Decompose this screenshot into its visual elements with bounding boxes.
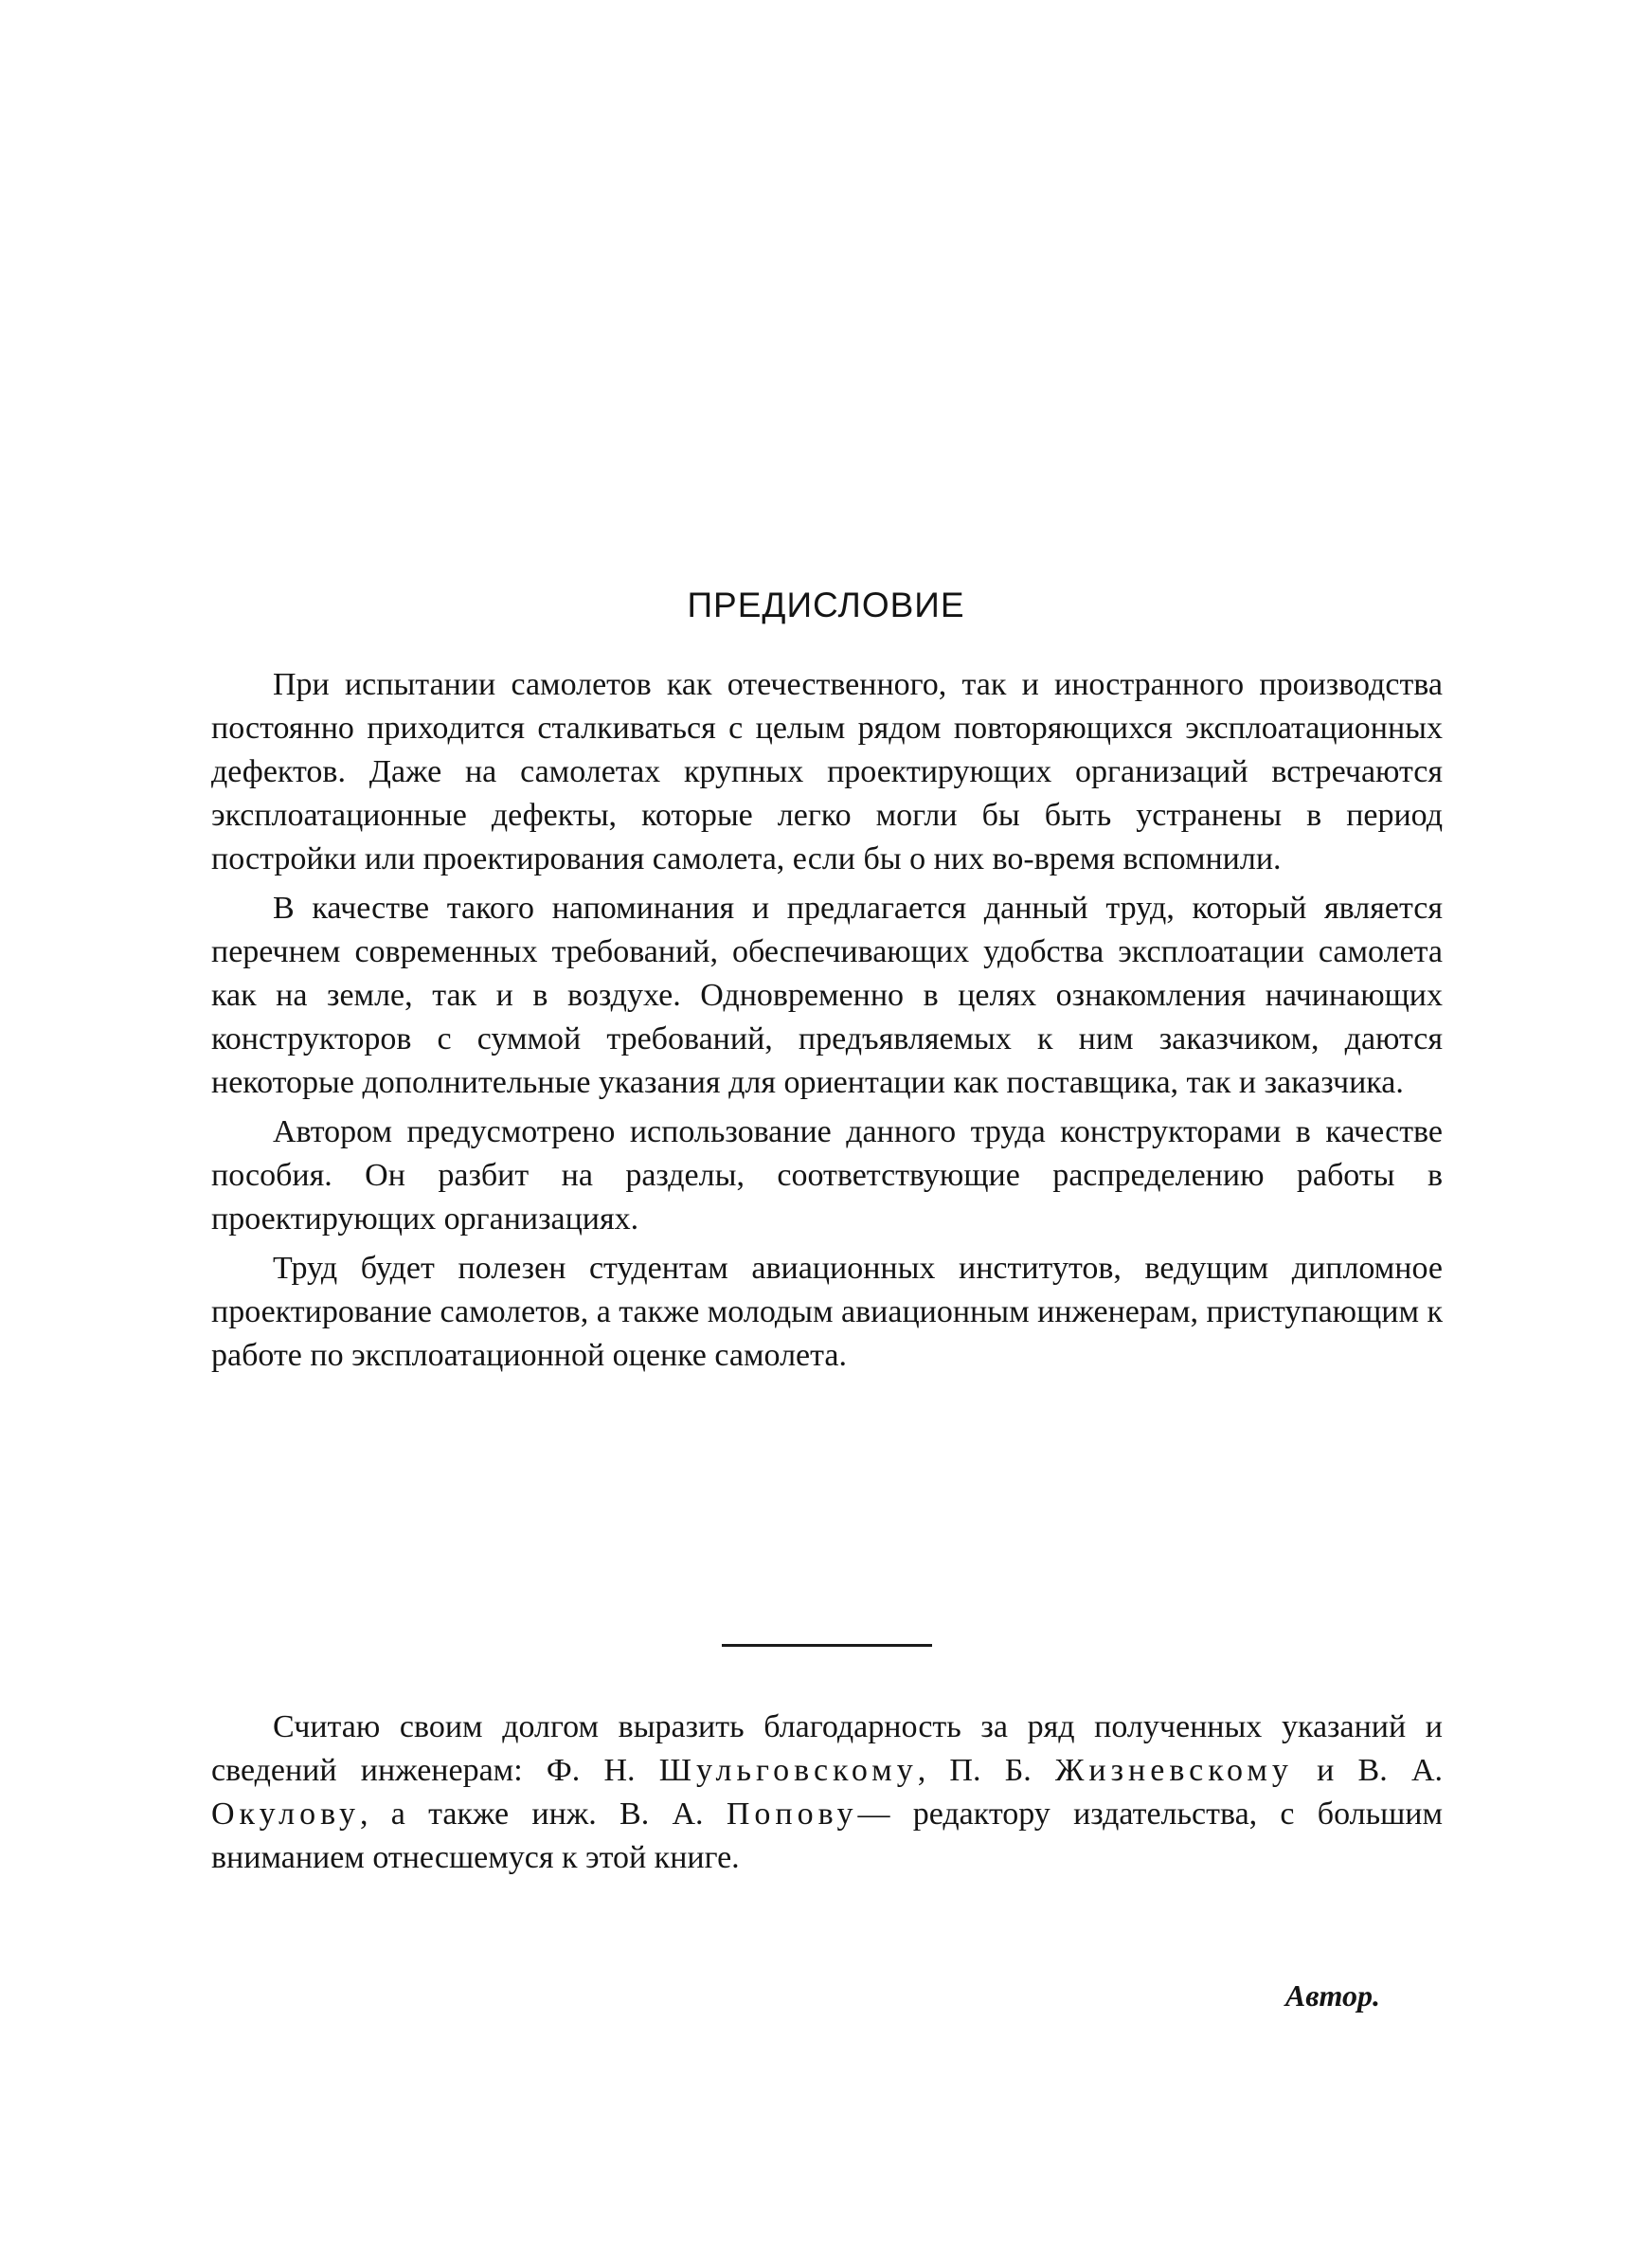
ack-name-shulgovsky: Шульговскому [658,1753,918,1788]
author-signature: Автор. [1284,1978,1380,2013]
paragraph: При испытании самолетов как отечественного, так и иностранного производства постоянно приходится сталкиваться с целым рядом повторяющихся эксплоатационных дефектов. Даже на самолетах крупных проектирующих организаций встречаются эксплоатационные дефекты, которые легко могли бы быть устранены в период постройки или проектирования самолета, если бы о них во-время вспомнили. [211,667,1443,876]
paragraph: В качестве такого напоминания и предлагается данный труд, который является перечнем современных требований, обеспечивающих удобства эксплоатации самолета как на земле, так и в воздухе. Одновременно в целях ознакомления начинающих конструкторов с суммой требований, предъявляемых к ним заказчиком, даются некоторые дополнительные указания для ориентации как поставщика, так и заказчика. [211,891,1443,1100]
acknowledgement [211,1706,1443,1880]
page-title: ПРЕДИСЛОВИЕ [687,586,965,624]
ack-name-okulov: Окулову [211,1797,360,1832]
ack-outro: — редактору издательства, с большим вниманием отнесшемуся к этой книге. [211,1797,1444,1875]
ack-sep: , П. Б. [917,1753,1032,1788]
paragraph: Труд будет полезен студентам авиационных институтов, ведущим дипломное проектирование самолетов, а также молодым авиационным инженерам, приступающим к работе по эксплоатационной оценке самолета. [211,1251,1443,1373]
ack-sep: , а также инж. В. А. [359,1797,704,1832]
ack-name-zhiznevsky: Жизневскому [1054,1753,1293,1788]
paragraph: Автором предусмотрено использование данного труда конструкторами в качестве пособия. Он разбит на разделы, соответствующие распределению работы в проектирующих организациях. [211,1114,1443,1237]
ack-name-popov: Попову [726,1797,858,1832]
section-divider [722,1644,932,1647]
ack-intro: Считаю своим долгом выразить благодарность за ряд полученных указаний и сведений инженерам: Ф. Н. [211,1709,1443,1788]
ack-sep: и В. А. [1317,1753,1444,1788]
preface-body [211,663,1443,1383]
